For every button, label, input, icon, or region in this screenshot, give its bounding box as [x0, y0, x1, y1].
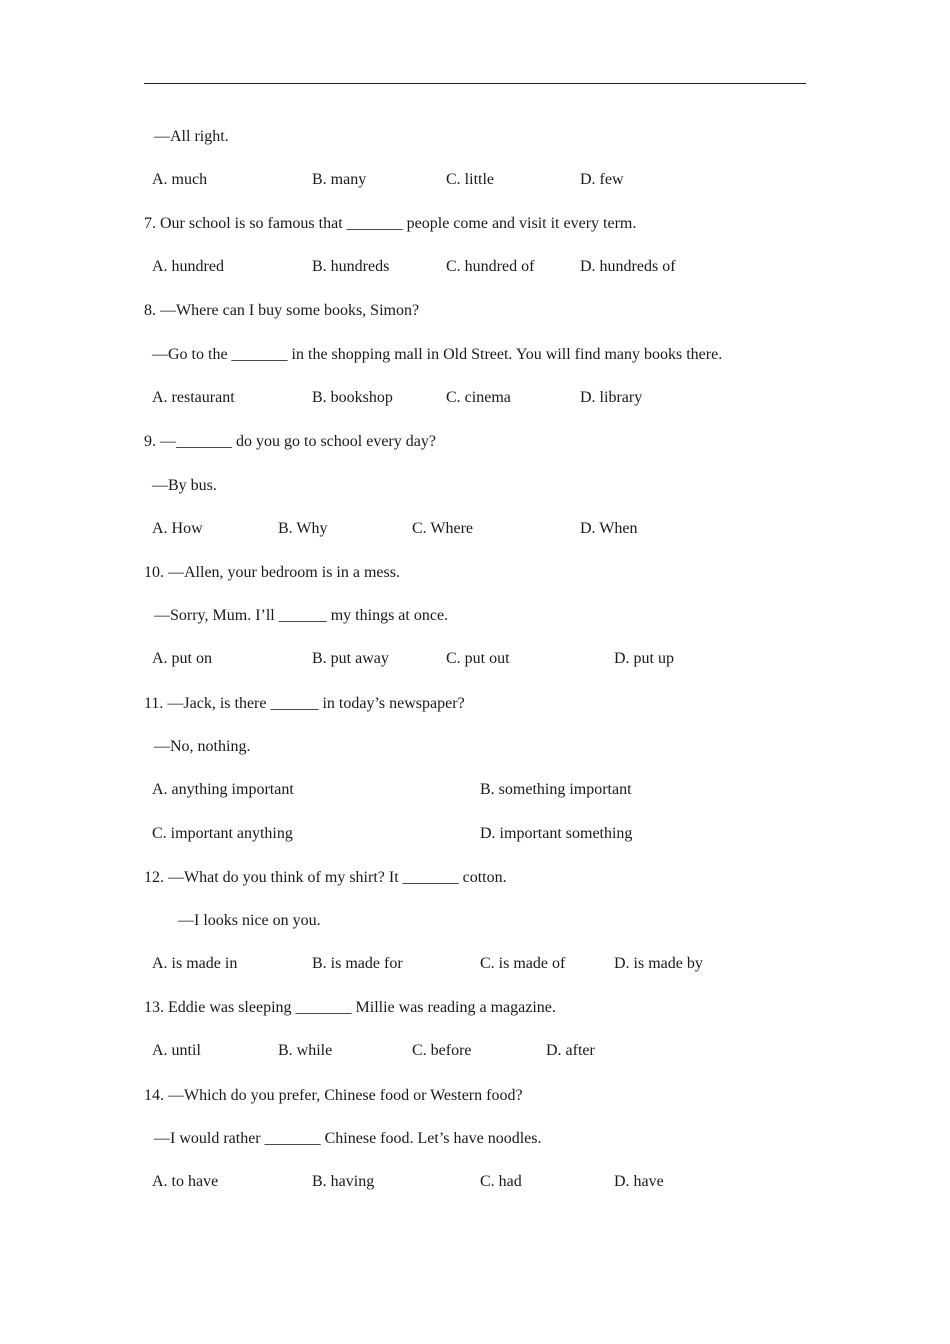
question-14: 14. —Which do you prefer, Chinese food or Western food? — [144, 1087, 523, 1104]
option-a: A. much — [152, 171, 208, 188]
option-d: D. library — [580, 389, 643, 406]
header-rule — [144, 83, 806, 84]
option-c: C. little — [446, 171, 494, 188]
option-a: A. restaurant — [152, 389, 235, 406]
option-c: C. put out — [446, 650, 510, 667]
answer-line: —I looks nice on you. — [178, 912, 321, 929]
question-10: 10. —Allen, your bedroom is in a mess. — [144, 564, 400, 581]
option-d: D. is made by — [614, 955, 703, 972]
question-13: 13. Eddie was sleeping _______ Millie was reading a magazine. — [144, 999, 556, 1016]
option-c: C. had — [480, 1173, 522, 1190]
option-a: A. anything important — [152, 781, 294, 798]
option-b: B. hundreds — [312, 258, 390, 275]
option-c: C. before — [412, 1042, 472, 1059]
option-a: A. to have — [152, 1173, 219, 1190]
answer-line: —Go to the _______ in the shopping mall in Old Street. You will find many books there. — [152, 346, 723, 363]
question-11: 11. —Jack, is there ______ in today’s newspaper? — [144, 695, 465, 712]
option-d: D. after — [546, 1042, 595, 1059]
option-b: B. many — [312, 171, 367, 188]
option-b: B. is made for — [312, 955, 403, 972]
answer-line: —I would rather _______ Chinese food. Let’s have noodles. — [154, 1130, 542, 1147]
option-d: D. hundreds of — [580, 258, 676, 275]
option-a: A. until — [152, 1042, 201, 1059]
option-b: B. Why — [278, 520, 328, 537]
option-c: C. cinema — [446, 389, 511, 406]
option-d: D. important something — [480, 825, 633, 842]
option-b: B. bookshop — [312, 389, 393, 406]
option-a: A. How — [152, 520, 203, 537]
option-c: C. Where — [412, 520, 474, 537]
option-d: D. have — [614, 1173, 664, 1190]
answer-line: —All right. — [154, 128, 229, 145]
option-b: B. something important — [480, 781, 632, 798]
question-12: 12. —What do you think of my shirt? It _______ cotton. — [144, 869, 507, 886]
option-b: B. put away — [312, 650, 389, 667]
option-b: B. having — [312, 1173, 375, 1190]
option-c: C. is made of — [480, 955, 566, 972]
option-a: A. is made in — [152, 955, 238, 972]
answer-line: —By bus. — [152, 477, 217, 494]
answer-line: —Sorry, Mum. I’ll ______ my things at once. — [154, 607, 449, 624]
option-d: D. put up — [614, 650, 674, 667]
option-a: A. put on — [152, 650, 212, 667]
option-b: B. while — [278, 1042, 333, 1059]
answer-line: —No, nothing. — [154, 738, 251, 755]
question-8: 8. —Where can I buy some books, Simon? — [144, 302, 420, 319]
option-c: C. hundred of — [446, 258, 535, 275]
option-c: C. important anything — [152, 825, 293, 842]
question-9: 9. —_______ do you go to school every day? — [144, 433, 436, 450]
option-d: D. few — [580, 171, 624, 188]
option-d: D. When — [580, 520, 638, 537]
question-7: 7. Our school is so famous that _______ people come and visit it every term. — [144, 215, 637, 232]
option-a: A. hundred — [152, 258, 224, 275]
